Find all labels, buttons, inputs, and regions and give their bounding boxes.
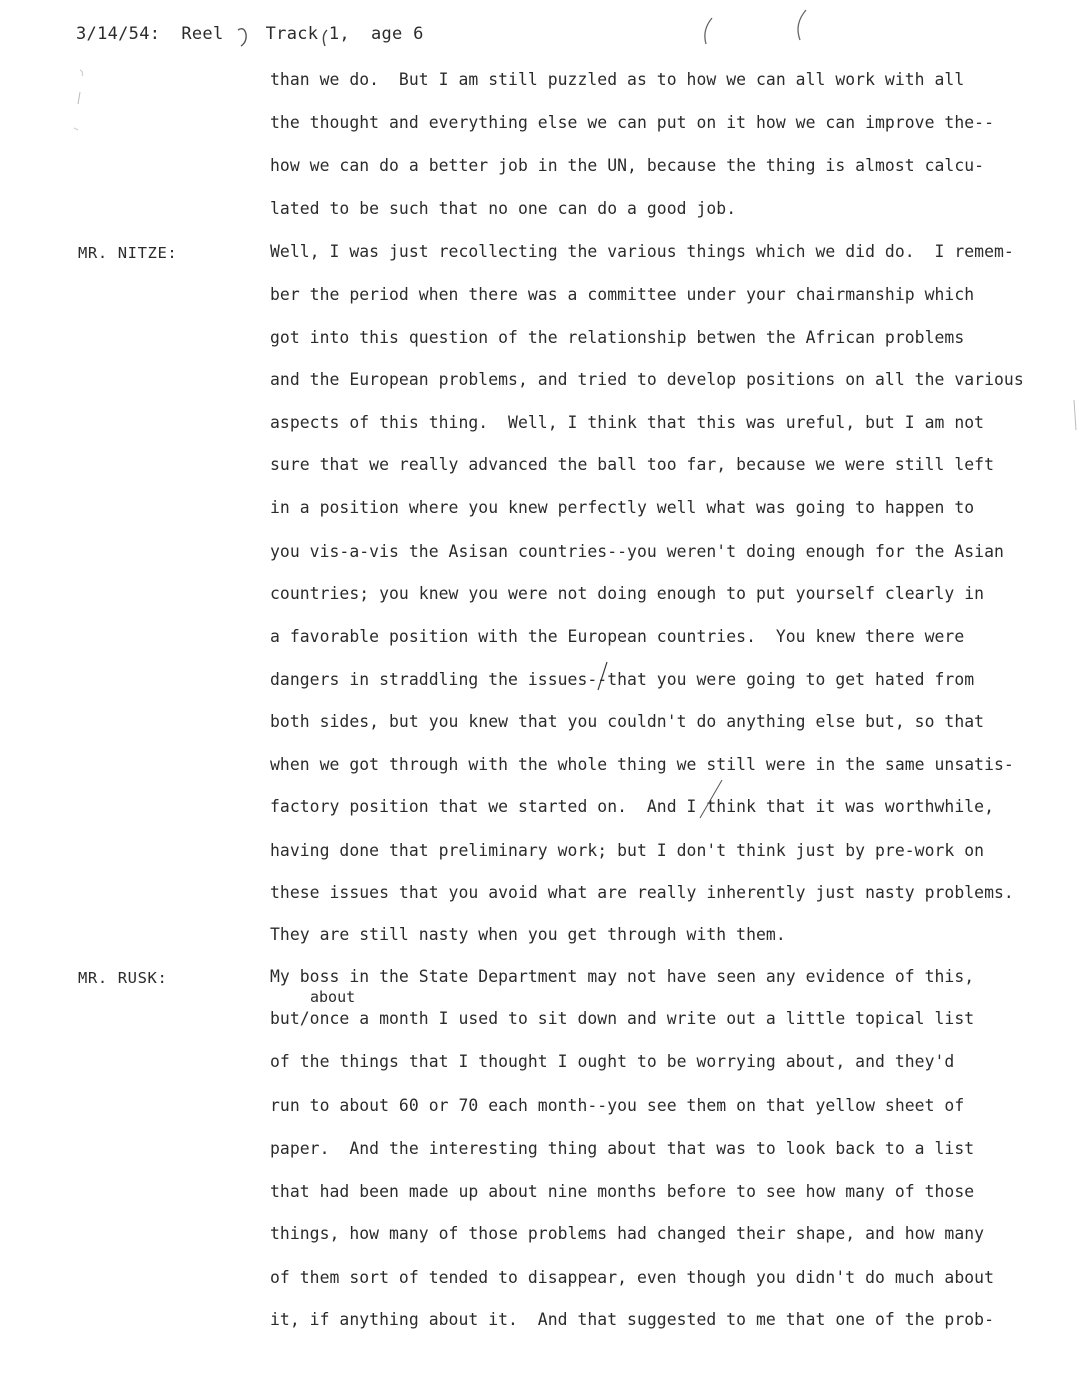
transcript-line: things, how many of those problems had changed their shape, and how many: [270, 1224, 985, 1243]
transcript-line: sure that we really advanced the ball too far, because we were still left: [270, 455, 995, 474]
handwritten-insertion: about: [310, 988, 356, 1006]
transcript-line: They are still nasty when you get through with them.: [270, 925, 786, 944]
transcript-line: the thought and everything else we can put on it how we can improve the--: [270, 113, 995, 132]
transcript-line: lated to be such that no one can do a good job.: [270, 199, 737, 218]
transcript-line: dangers in straddling the issues--that you were going to get hated from: [270, 670, 975, 689]
speaker-label-nitze: MR. NITZE:: [78, 244, 178, 262]
transcript-line: aspects of this thing. Well, I think that this was ureful, but I am not: [270, 413, 985, 432]
transcript-line: of them sort of tended to disappear, even though you didn't do much about: [270, 1268, 995, 1287]
transcript-line: than we do. But I am still puzzled as to how we can all work with all: [270, 70, 965, 89]
transcript-line: you vis-a-vis the Asisan countries--you weren't doing enough for the Asian: [270, 542, 1004, 561]
transcript-line: run to about 60 or 70 each month--you see them on that yellow sheet of: [270, 1096, 965, 1115]
transcript-line: paper. And the interesting thing about that was to look back to a list: [270, 1139, 975, 1158]
page-header: 3/14/54: Reel Track 1, age 6: [76, 24, 424, 44]
transcript-line: factory position that we started on. And I think that it was worthwhile,: [270, 797, 995, 816]
transcript-line: but/once a month I used to sit down and write out a little topical list: [270, 1009, 975, 1028]
transcript-line: Well, I was just recollecting the various things which we did do. I remem-: [270, 242, 1014, 261]
speaker-label-rusk: MR. RUSK:: [78, 969, 168, 987]
transcript-line: got into this question of the relationship betwen the African problems: [270, 328, 965, 347]
transcript-line: and the European problems, and tried to develop positions on all the various: [270, 370, 1024, 389]
transcript-line: these issues that you avoid what are really inherently just nasty problems.: [270, 883, 1014, 902]
transcript-line: in a position where you knew perfectly well what was going to happen to: [270, 498, 975, 517]
transcript-line: My boss in the State Department may not have seen any evidence of this,: [270, 967, 975, 986]
transcript-line: both sides, but you knew that you couldn't do anything else but, so that: [270, 712, 985, 731]
transcript-line: of the things that I thought I ought to be worrying about, and they'd: [270, 1052, 955, 1071]
transcript-line: a favorable position with the European countries. You knew there were: [270, 627, 965, 646]
transcript-line: it, if anything about it. And that suggested to me that one of the prob-: [270, 1310, 995, 1329]
transcript-line: when we got through with the whole thing we still were in the same unsatis-: [270, 755, 1014, 774]
transcript-line: how we can do a better job in the UN, because the thing is almost calcu-: [270, 156, 985, 175]
transcript-line: having done that preliminary work; but I don't think just by pre-work on: [270, 841, 985, 860]
transcript-line: that had been made up about nine months before to see how many of those: [270, 1182, 975, 1201]
transcript-line: countries; you knew you were not doing enough to put yourself clearly in: [270, 584, 985, 603]
transcript-line: ber the period when there was a committee under your chairmanship which: [270, 285, 975, 304]
